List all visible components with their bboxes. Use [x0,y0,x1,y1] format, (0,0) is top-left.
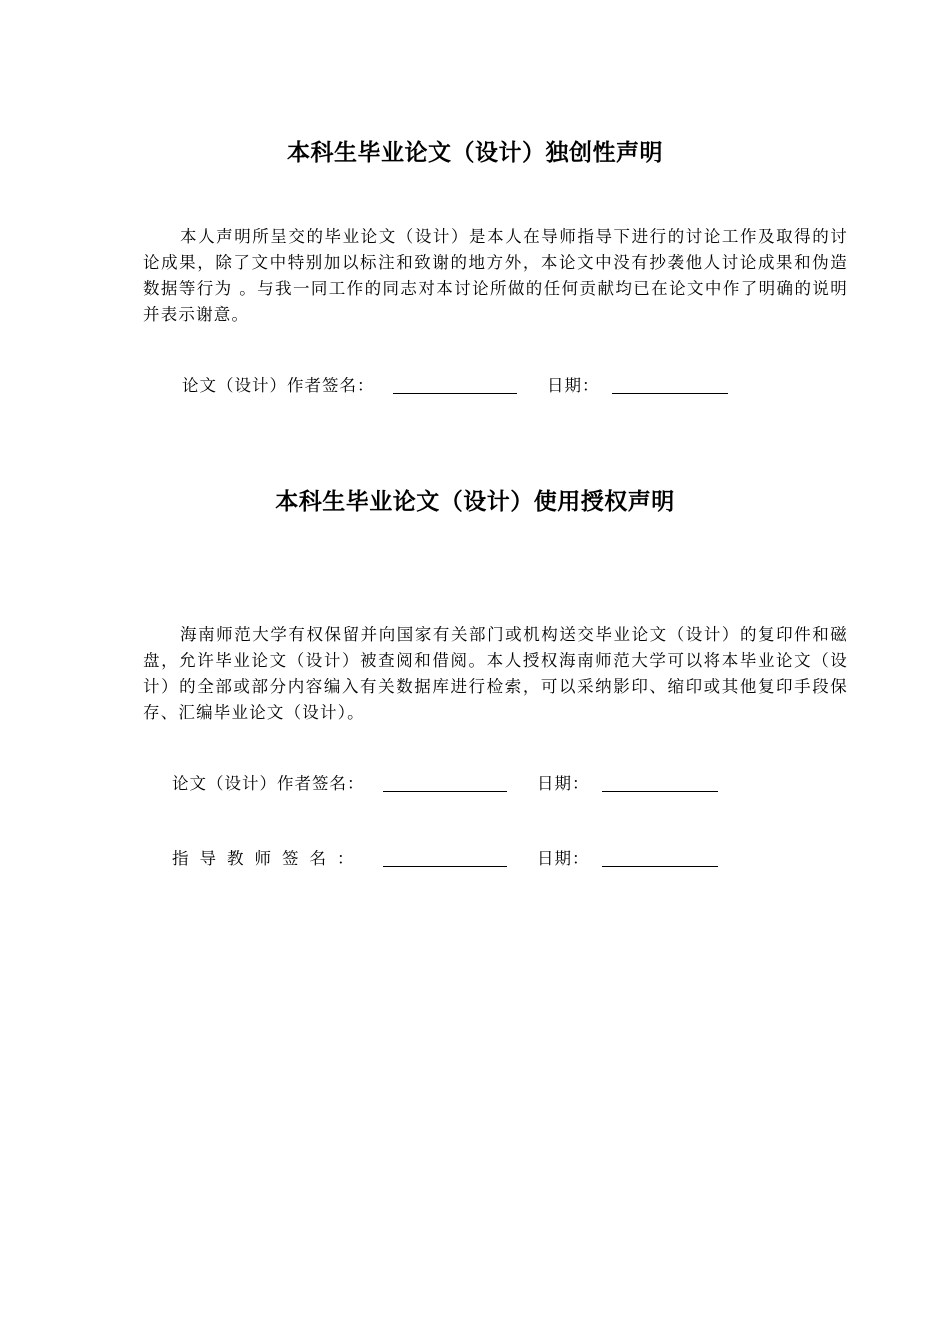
date-line[interactable] [612,393,728,394]
authorization-author-signature-row [172,771,732,797]
author-signature-label: 论文（设计）作者签名： [172,774,365,793]
advisor-date-line[interactable] [602,866,718,867]
author-signature-label: 论文（设计）作者签名： [182,376,375,395]
advisor-signature-line[interactable] [383,866,507,867]
advisor-date-label: 日期： [537,849,590,868]
date-label: 日期： [547,376,600,395]
author-signature-line[interactable] [393,393,517,394]
originality-title: 本科生毕业论文（设计）独创性声明 [287,140,663,166]
date-line[interactable] [602,791,718,792]
originality-statement: 本人声明所呈交的毕业论文（设计）是本人在导师指导下进行的讨论工作及取得的讨论成果，除了文中特别加以标注和致谢的地方外，本论文中没有抄袭他人讨论成果和伪造数据等行为 。与我一同工作的同志对本讨论所做的任何贡献均已在论文中作了明确的说明并表示谢意。 [143,227,848,324]
date-label: 日期： [537,774,590,793]
authorization-title: 本科生毕业论文（设计）使用授权声明 [275,489,675,515]
author-signature-line[interactable] [383,791,507,792]
advisor-signature-row [172,846,732,872]
authorization-statement: 海南师范大学有权保留并向国家有关部门或机构送交毕业论文（设计）的复印件和磁盘，允许毕业论文（设计）被查阅和借阅。本人授权海南师范大学可以将本毕业论文（设计）的全部或部分内容编入有关数据库进行检索，可以采纳影印、缩印或其他复印手段保存、汇编毕业论文（设计）。 [143,625,848,722]
originality-signature-row [182,373,742,399]
advisor-signature-label: 指导教师签名： [172,849,365,868]
